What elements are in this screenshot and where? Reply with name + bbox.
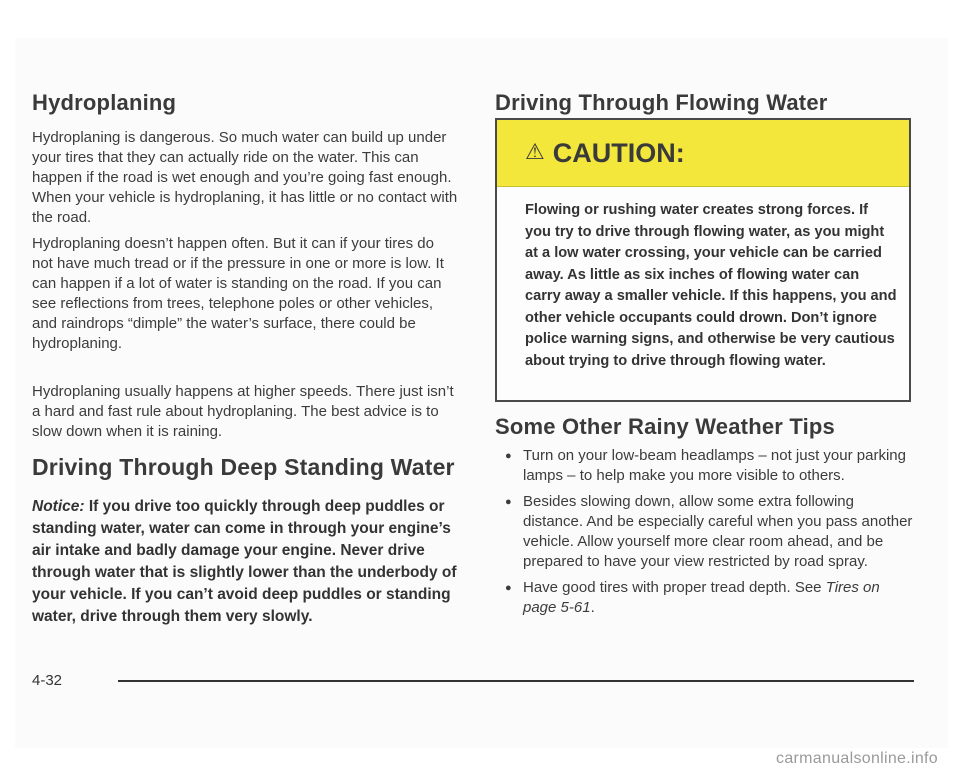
list-item [495, 578, 915, 618]
tip-3-text: Have good tires with proper tread depth. See [523, 579, 826, 596]
watermark: carmanualsonline.info [776, 750, 938, 767]
caution-header [497, 120, 909, 187]
hydroplaning-paragraph-2: Hydroplaning doesn’t happen often. But it can if your tires do not have much tread or if the pressure in one or more is low. It can happen if a lot of water is standing on the road. If you can see reflections from trees, telephone poles or other vehicles, and raindrops “dimple” the water’s surface, there could be hydroplaning. [32, 235, 444, 352]
tires-page-reference-link[interactable]: Tires on page 5-61 [523, 579, 880, 616]
tip-1-text: Turn on your low-beam headlamps – not just your parking lamps – to help make you more visible to others. [523, 447, 906, 484]
page-number: 4-32 [32, 672, 63, 689]
tip-2-text: Besides slowing down, allow some extra following distance. And be especially careful when you pass another vehicle. Allow yourself more clear room ahead, and be prepared to have your view restricted by road spray. [523, 493, 913, 570]
list-item [495, 446, 915, 486]
hydroplaning-paragraph-1: Hydroplaning is dangerous. So much water can build up under your tires that they can actually ride on the water. This can happen if the road is wet enough and you’re going fast enough. When your vehicle is hydroplaning, it has little or no contact with the road. [32, 129, 458, 226]
hydroplaning-heading: Hydroplaning [32, 90, 177, 115]
deep-water-heading: Driving Through Deep Standing Water [32, 454, 455, 480]
caution-text: Flowing or rushing water creates strong forces. If you try to drive through flowing water, as you might at a low water crossing, your vehicle can be carried away. As little as six inches of flowing water can carry away a smaller vehicle. If this happens, you and other vehicle occupants could drown. Don’t ignore police warning signs, and otherwise be very cautious about trying to drive through flowing water. [525, 202, 897, 369]
list-item [495, 492, 915, 572]
hydroplaning-paragraph-3: Hydroplaning usually happens at higher speeds. There just isn’t a hard and fast rule about hydroplaning. The best advice is to slow down when it is raining. [32, 383, 454, 440]
notice-paragraph [32, 496, 460, 628]
flowing-water-heading: Driving Through Flowing Water [495, 90, 828, 115]
footer-rule [118, 680, 914, 682]
bullet-icon: ● [505, 496, 512, 508]
caution-title: CAUTION: [552, 137, 685, 168]
warning-triangle-icon: ⚠ [525, 139, 545, 164]
bullet-icon: ● [505, 450, 512, 462]
rainy-tips-heading: Some Other Rainy Weather Tips [495, 414, 835, 439]
notice-text: If you drive too quickly through deep puddles or standing water, water can come in through your engine’s air intake and badly damage your engine. Never drive through water that is slightly lower than the underbody of your vehicle. If you can’t avoid deep puddles or standing water, drive through them very slowly. [32, 498, 457, 625]
notice-label: Notice: [32, 498, 85, 515]
bullet-icon: ● [505, 582, 512, 594]
tip-3-end: . [590, 599, 595, 616]
caution-box [495, 118, 911, 402]
tips-list [495, 446, 915, 624]
